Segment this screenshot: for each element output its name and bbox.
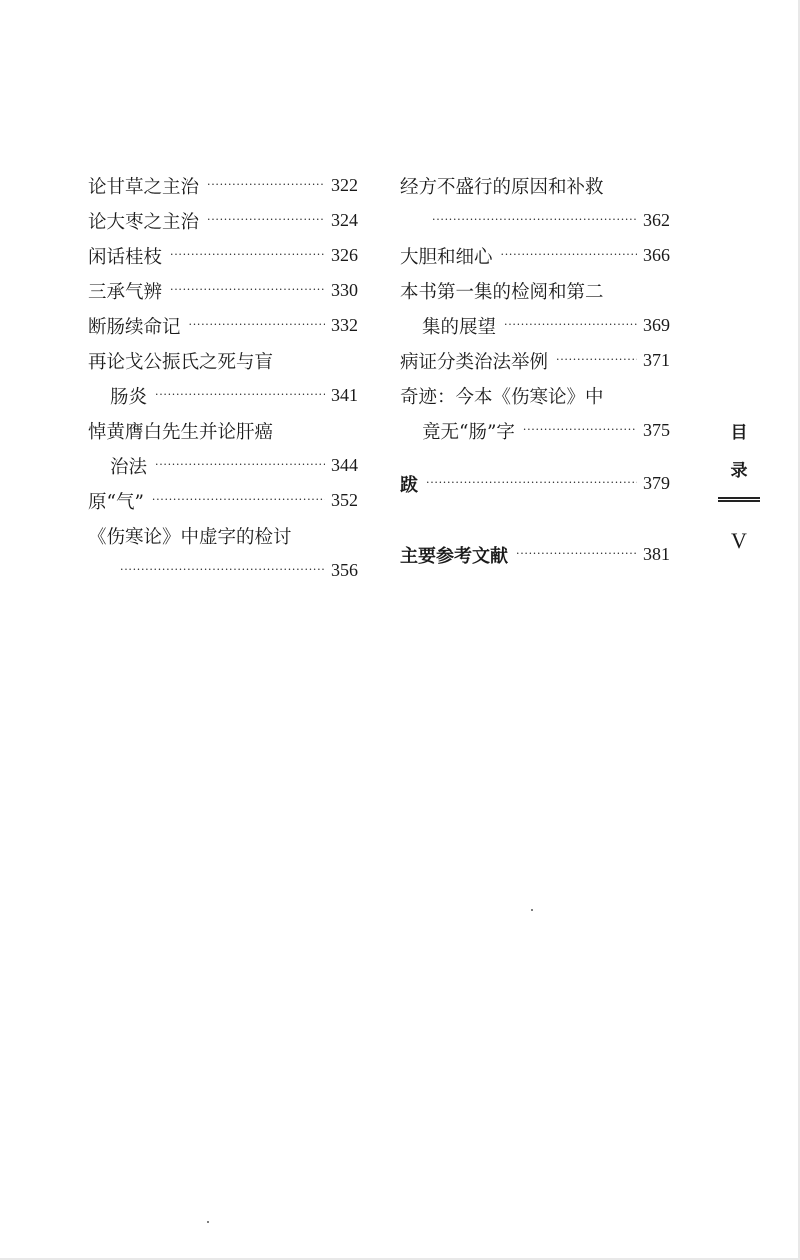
toc-entry-title: 本书第一集的检阅和第二 <box>400 281 604 303</box>
toc-entry-title: 再论戈公振氏之死与盲 <box>88 351 274 373</box>
toc-entry-page: 324 <box>331 210 358 230</box>
toc-entry-page: 381 <box>643 544 670 564</box>
spacer <box>400 519 670 537</box>
toc-entry-line1[interactable] <box>88 518 358 553</box>
toc-entry[interactable] <box>88 238 358 273</box>
toc-entry-title: 经方不盛行的原因和补救 <box>400 176 604 198</box>
toc-entry-line1[interactable] <box>400 273 670 308</box>
toc-entry-line2[interactable] <box>88 448 358 483</box>
toc-entry-page: 326 <box>331 245 358 265</box>
toc-entry-title: 奇迹：今本《伤寒论》中 <box>400 386 604 408</box>
toc-entry-page: 322 <box>331 175 358 195</box>
spacer <box>400 501 670 519</box>
toc-entry-line2[interactable] <box>400 203 670 238</box>
toc-entry-title: 论甘草之主治 <box>88 176 200 198</box>
toc-entry-line1[interactable] <box>88 343 358 378</box>
toc-entry-title: 跋 <box>400 474 418 496</box>
toc-entry-title: 大胆和细心 <box>400 246 493 268</box>
leader-dots <box>516 544 637 566</box>
leader-dots <box>155 455 325 477</box>
toc-entry-title-cont: 肠炎 <box>110 386 148 408</box>
toc-entry[interactable] <box>88 308 358 343</box>
toc-right-column <box>400 168 670 572</box>
toc-entry-line2[interactable] <box>88 378 358 413</box>
leader-dots <box>155 385 325 407</box>
toc-entry-title: 三承气辨 <box>88 281 163 303</box>
toc-entry-page: 375 <box>643 420 670 440</box>
leader-dots <box>523 420 637 442</box>
toc-entry-line2[interactable] <box>400 413 670 448</box>
toc-entry-page: 332 <box>331 315 358 335</box>
page-number-roman: V <box>731 528 747 553</box>
toc-entry-page: 344 <box>331 455 358 475</box>
leader-dots <box>207 210 325 232</box>
toc-entry[interactable] <box>88 273 358 308</box>
double-rule-divider <box>718 497 760 502</box>
leader-dots <box>170 280 325 302</box>
scan-speck <box>531 909 533 911</box>
leader-dots <box>207 175 325 197</box>
leader-dots <box>426 473 637 495</box>
toc-entry-line1[interactable] <box>400 168 670 203</box>
leader-dots <box>152 490 325 512</box>
running-header-char: 录 <box>730 461 748 481</box>
toc-entry-line2[interactable] <box>400 308 670 343</box>
leader-dots <box>189 315 325 337</box>
running-header-char: 目 <box>730 423 748 443</box>
toc-entry-page: 379 <box>643 473 670 493</box>
toc-entry-line1[interactable] <box>88 413 358 448</box>
toc-entry-page: 356 <box>331 560 358 580</box>
toc-entry-line2[interactable] <box>88 553 358 588</box>
running-header-label <box>727 414 751 490</box>
toc-entry[interactable] <box>400 238 670 273</box>
leader-dots <box>432 210 637 232</box>
toc-entry-page: 371 <box>643 350 670 370</box>
toc-entry-title-cont: 治法 <box>110 456 148 478</box>
toc-entry-title: 论大枣之主治 <box>88 211 200 233</box>
scan-speck <box>207 1221 209 1223</box>
toc-entry-page: 369 <box>643 315 670 335</box>
leader-dots <box>120 560 325 582</box>
toc-left-column <box>88 168 358 588</box>
toc-entry-title-cont: 集的展望 <box>422 316 497 338</box>
toc-entry[interactable] <box>400 343 670 378</box>
leader-dots <box>556 350 637 372</box>
leader-dots <box>501 245 637 267</box>
toc-entry-page: 352 <box>331 490 358 510</box>
toc-entry-title: 闲话桂枝 <box>88 246 163 268</box>
toc-entry-line1[interactable] <box>400 378 670 413</box>
toc-entry-postscript[interactable] <box>400 466 670 501</box>
toc-entry-references[interactable] <box>400 537 670 572</box>
leader-dots <box>504 315 637 337</box>
toc-entry[interactable] <box>88 168 358 203</box>
toc-entry-page: 330 <box>331 280 358 300</box>
toc-entry[interactable] <box>88 203 358 238</box>
toc-entry-title-cont: 竟无“肠”字 <box>422 421 515 443</box>
leader-dots <box>170 245 325 267</box>
toc-entry[interactable] <box>88 483 358 518</box>
toc-entry-page: 362 <box>643 210 670 230</box>
toc-entry-title: 主要参考文献 <box>400 545 508 567</box>
toc-entry-title: 《伤寒论》中虚字的检讨 <box>88 526 292 548</box>
toc-entry-page: 341 <box>331 385 358 405</box>
toc-entry-page: 366 <box>643 245 670 265</box>
toc-entry-title: 悼黄膺白先生并论肝癌 <box>88 421 274 443</box>
spacer <box>400 448 670 466</box>
toc-entry-title: 病证分类治法举例 <box>400 351 549 373</box>
toc-entry-title: 原“气” <box>88 491 144 513</box>
toc-entry-title: 断肠续命记 <box>88 316 181 338</box>
